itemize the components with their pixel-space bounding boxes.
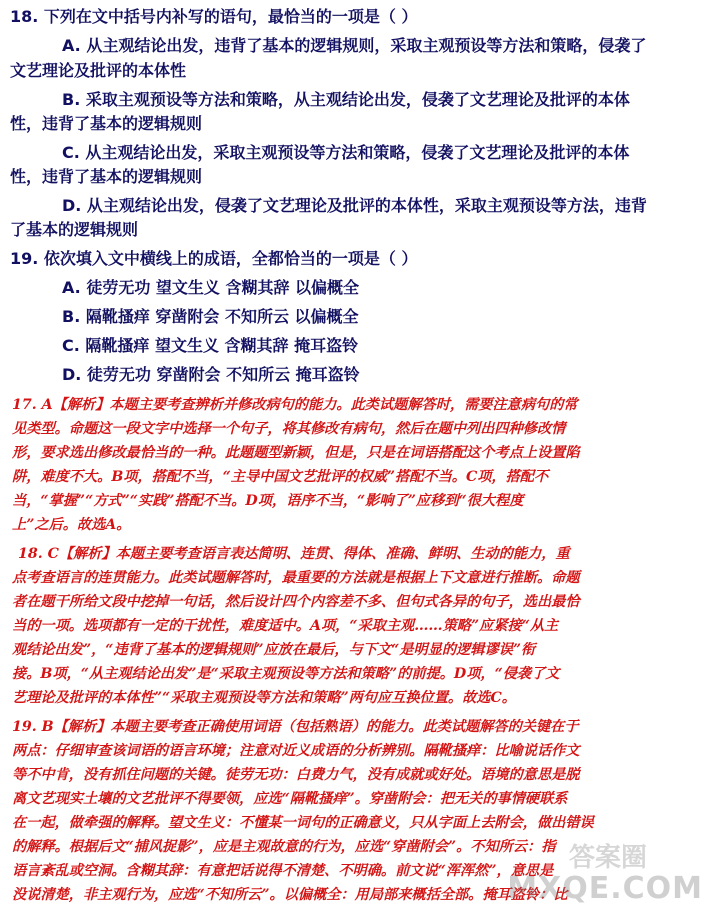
q19-option-a: A. 徒劳无功 望文生义 含糊其辞 以偏概全 [62, 278, 360, 297]
answer-18-line: 者在题干所给文段中挖掉一句话，然后设计四个内容差不多、但句式各异的句子，选出最恰 [12, 594, 580, 610]
q18-option-d-line1: D. 从主观结论出发，侵袭了文艺理论及批评的本体性，采取主观预设等方法，违背 [62, 196, 647, 215]
answer-18-line: 艺理论及批评的本体性”“采取主观预设等方法和策略”两句应互换位置。故选C。 [12, 690, 516, 706]
q19-stem: 19. 依次填入文中横线上的成语，全都恰当的一项是（ ） [10, 249, 418, 268]
answer-17-line: 形，要求选出修改最恰当的一种。此题题型新颖，但是，只是在词语搭配这个考点上设置陷 [12, 445, 580, 461]
q18-option-d-line2: 了基本的逻辑规则 [10, 220, 139, 239]
answer-18-line: 观结论出发”，“违背了基本的逻辑规则”应放在最后，与下文“是明显的逻辑谬误”衔 [12, 642, 536, 658]
q18-stem: 18. 下列在文中括号内补写的语句，最恰当的一项是（ ） [10, 7, 418, 26]
q18-option-a-line1: A. 从主观结论出发，违背了基本的逻辑规则，采取主观预设等方法和策略，侵袭了 [62, 36, 647, 55]
answer-19-line: 离文艺现实土壤的文艺批评不得要领，应选“隔靴搔痒”。穿凿附会：把无关的事情硬联系 [12, 791, 568, 807]
q18-option-b-line2: 性，违背了基本的逻辑规则 [10, 114, 203, 133]
q19-option-b: B. 隔靴搔痒 穿凿附会 不知所云 以偏概全 [62, 307, 359, 326]
watermark-cn: 答案圈 [568, 843, 647, 873]
q18-option-a-line2: 文艺理论及批评的本体性 [10, 61, 187, 80]
answer-19-line: 没说清楚，非主观行为，应选“不知所云”。以偏概全：用局部来概括全部。掩耳盗铃：比 [12, 887, 568, 903]
answer-18-line: 接。B项，“从主观结论出发”是“采取主观预设等方法和策略”的前提。D项，“侵袭了文 [12, 666, 560, 682]
answer-19-line: 在一起，做牵强的解释。望文生义：不懂某一词句的正确意义，只从字面上去附会，做出错误 [12, 815, 594, 831]
q18-option-b-line1: B. 采取主观预设等方法和策略，从主观结论出发，侵袭了文艺理论及批评的本体 [62, 90, 630, 109]
answer-18-line: 点考查语言的连贯能力。此类试题解答时，最重要的方法就是根据上下文意进行推断。命题 [12, 570, 580, 586]
q19-option-c: C. 隔靴搔痒 望文生义 含糊其辞 掩耳盗铃 [62, 336, 359, 355]
answer-19-line: 语言紊乱或空洞。含糊其辞：有意把话说得不清楚、不明确。前文说“浑浑然”，意思是 [12, 863, 554, 879]
q18-option-c-line1: C. 从主观结论出发，采取主观预设等方法和策略，侵袭了文艺理论及批评的本体 [62, 143, 630, 162]
watermark-logo: MXQE.COM [507, 871, 703, 906]
answer-19-line: 19. B【解析】本题主要考查正确使用词语（包括熟语）的能力。此类试题解答的关键在于 [12, 719, 579, 735]
answer-17-line: 见类型。命题这一段文字中选择一个句子，将其修改有病句，然后在题中列出四种修改情 [12, 421, 566, 437]
q19-option-d: D. 徒劳无功 穿凿附会 不知所云 掩耳盗铃 [62, 365, 360, 384]
q18-option-c-line2: 性，违背了基本的逻辑规则 [10, 167, 203, 186]
answer-17-line: 当，“掌握”“方式”“实践”搭配不当。D项，语序不当，“影响了”应移到“很大程度 [12, 493, 524, 509]
answer-17-line: 上”之后。故选A。 [12, 517, 131, 533]
answer-18-line: 当的一项。选项都有一定的干扰性，难度适中。A项，“采取主观……策略”应紧接“从主 [12, 618, 559, 634]
answer-19-line: 两点：仔细审查该词语的语言环境；注意对近义成语的分析辨别。隔靴搔痒：比喻说话作文 [12, 743, 580, 759]
answer-17-line: 17. A【解析】本题主要考查辨析并修改病句的能力。此类试题解答时，需要注意病句的常 [12, 397, 578, 413]
answer-19-line: 等不中肯，没有抓住问题的关键。徒劳无功：白费力气，没有成就或好处。语境的意思是脱 [12, 767, 580, 783]
answer-17-line: 阱，难度不大。B项，搭配不当，“主导中国文艺批评的权威”搭配不当。C项，搭配不 [12, 469, 549, 485]
answer-18-line: 18. C【解析】本题主要考查语言表达简明、连贯、得体、准确、鲜明、生动的能力，重 [18, 546, 570, 562]
answer-19-line: 的解释。根据后文“捕风捉影”，应是主观故意的行为，应选“穿凿附会”。不知所云：指 [12, 839, 556, 855]
